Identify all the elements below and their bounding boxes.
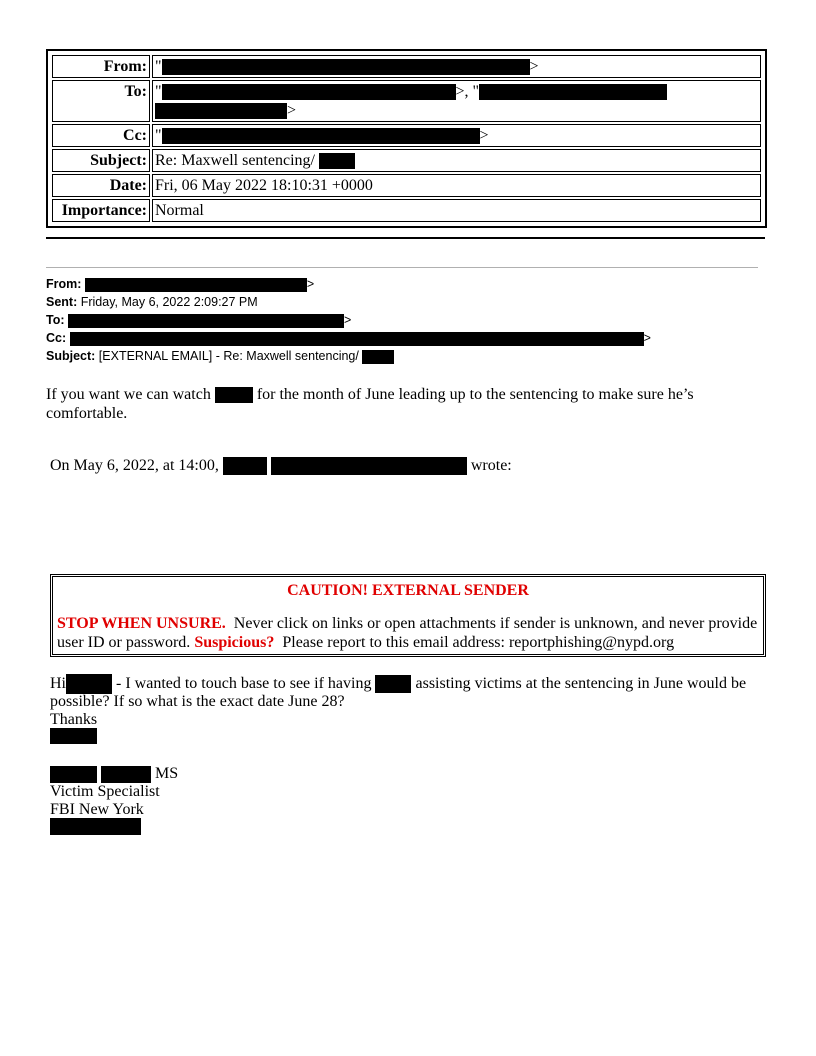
email-header-table bbox=[46, 49, 767, 228]
subject-value: Re: Maxwell sentencing/ bbox=[155, 152, 315, 169]
original-text: assisting victims at the sentencing in June would be bbox=[415, 675, 747, 692]
from-quote: " bbox=[155, 58, 162, 75]
redaction-box bbox=[70, 332, 644, 346]
forwarded-sent-label: Sent: bbox=[46, 295, 78, 309]
forwarded-from-label: From: bbox=[46, 277, 82, 291]
redaction-box bbox=[479, 84, 667, 100]
redaction-box bbox=[155, 103, 287, 119]
from-label: From: bbox=[52, 55, 150, 78]
forwarded-to-line bbox=[46, 313, 351, 328]
cc-quote: " bbox=[155, 127, 162, 144]
to-label: To: bbox=[52, 80, 150, 122]
reply-text: If you want we can watch bbox=[46, 386, 211, 403]
redaction-box bbox=[162, 84, 456, 100]
forwarded-subject-value: [EXTERNAL EMAIL] - Re: Maxwell sentencing/ bbox=[98, 349, 359, 363]
original-line-2: possible? If so what is the exact date June 28? bbox=[50, 693, 345, 710]
signature-credential: MS bbox=[155, 765, 179, 782]
redaction-box bbox=[223, 457, 267, 475]
to-quote: " bbox=[155, 83, 162, 100]
thanks-line: Thanks bbox=[50, 711, 98, 728]
cc-label: Cc: bbox=[52, 124, 150, 147]
section-divider bbox=[46, 237, 765, 239]
original-text: - I wanted to touch base to see if having bbox=[116, 675, 372, 692]
header-cc-row bbox=[52, 124, 761, 147]
cc-suffix: > bbox=[479, 127, 489, 144]
redaction-box bbox=[50, 766, 97, 783]
message-divider bbox=[46, 267, 758, 268]
redaction-box bbox=[85, 278, 307, 292]
report-phishing-text: Please report to this email address: reportphishing@nypd.org bbox=[282, 634, 675, 651]
warning-text: user ID or password. bbox=[57, 634, 191, 651]
redaction-box bbox=[101, 766, 151, 783]
redaction-box bbox=[50, 818, 141, 835]
warning-title: CAUTION! EXTERNAL SENDER bbox=[287, 582, 529, 599]
header-date-row bbox=[52, 174, 761, 197]
reply-line-2: comfortable. bbox=[46, 405, 128, 422]
greeting: Hi bbox=[50, 675, 66, 692]
forwarded-from-suffix: > bbox=[306, 277, 315, 291]
importance-value: Normal bbox=[152, 199, 761, 222]
signature-office: FBI New York bbox=[50, 801, 144, 818]
suspicious-label: Suspicious? bbox=[194, 634, 275, 651]
redaction-box bbox=[68, 314, 344, 328]
forwarded-to-label: To: bbox=[46, 313, 65, 327]
signature-name-line bbox=[50, 764, 178, 783]
redaction-box bbox=[375, 675, 411, 693]
quote-wrote: wrote: bbox=[470, 457, 512, 474]
from-suffix: > bbox=[529, 58, 539, 75]
to-separator: >, " bbox=[455, 83, 480, 100]
forwarded-from-line bbox=[46, 277, 314, 292]
header-from-row bbox=[52, 55, 761, 78]
warning-text: Never click on links or open attachments if sender is unknown, and never provide bbox=[233, 615, 758, 632]
header-subject-row bbox=[52, 149, 761, 172]
forwarded-cc-label: Cc: bbox=[46, 331, 67, 345]
redaction-box bbox=[215, 387, 253, 403]
redaction-box bbox=[319, 153, 355, 169]
forwarded-sent-value: Friday, May 6, 2022 2:09:27 PM bbox=[80, 295, 258, 309]
external-sender-warning bbox=[50, 574, 766, 657]
redaction-box bbox=[162, 128, 480, 144]
redaction-box bbox=[50, 728, 97, 744]
forwarded-subject-line bbox=[46, 349, 394, 364]
reply-line-1 bbox=[46, 385, 694, 404]
quote-intro: On May 6, 2022, at 14:00, bbox=[50, 457, 219, 474]
to-suffix: > bbox=[287, 102, 297, 119]
forwarded-cc-line bbox=[46, 331, 651, 346]
stop-when-unsure: STOP WHEN UNSURE. bbox=[57, 615, 226, 632]
forwarded-cc-suffix: > bbox=[643, 331, 651, 345]
redaction-box bbox=[162, 59, 530, 75]
header-importance-row bbox=[52, 199, 761, 222]
forwarded-to-suffix: > bbox=[344, 313, 352, 327]
quote-attribution bbox=[50, 456, 512, 475]
reply-text: for the month of June leading up to the sentencing to make sure he’s bbox=[256, 386, 694, 403]
forwarded-subject-label: Subject: bbox=[46, 349, 96, 363]
date-label: Date: bbox=[52, 174, 150, 197]
importance-label: Importance: bbox=[52, 199, 150, 222]
date-value: Fri, 06 May 2022 18:10:31 +0000 bbox=[152, 174, 761, 197]
subject-label: Subject: bbox=[52, 149, 150, 172]
warning-line-1 bbox=[57, 615, 757, 633]
redaction-box bbox=[271, 457, 467, 475]
warning-line-2 bbox=[57, 634, 674, 652]
header-to-row bbox=[52, 80, 761, 122]
redaction-box bbox=[362, 350, 394, 364]
forwarded-sent-line bbox=[46, 295, 258, 310]
signature-title: Victim Specialist bbox=[50, 783, 160, 800]
